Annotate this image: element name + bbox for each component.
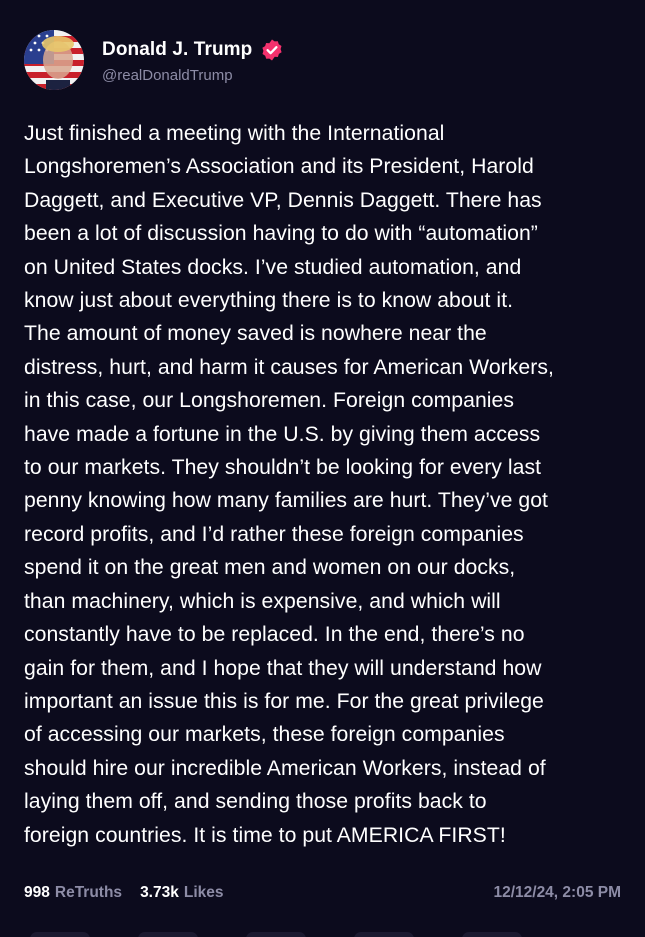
post-text: Just finished a meeting with the International Longshoremen’s Association and its President, Harold Daggett, and Executive VP, Dennis Daggett. There has been a lot of discussion having to do with “automation” on United States docks. I’ve studied automation, and know just about everything there is to know about it. The amount of money saved is nowhere near the distress, hurt, and harm it causes for American Workers, in this case, our Longshoremen. Foreign companies have made a fortune in the U.S. by giving them access to our markets. They shouldn’t be looking for every last penny knowing how many families are hurt. They’ve got record profits, and I’d rather these foreign companies spend it on the great men and women on our docks, than machinery, which is expensive, and which will constantly have to be replaced. In the end, there’s no gain for them, and I hope that they will understand how important an issue this is for me. For the great privilege of accessing our markets, these foreign companies should hire our incredible American Workers, instead of laying them off, and sending those profits back to foreign countries. It is time to put AMERICA FIRST!	[24, 122, 554, 847]
avatar-flag-portrait-icon	[24, 30, 84, 90]
likes-count: 3.73k	[140, 884, 179, 901]
likes-label: Likes	[183, 884, 224, 901]
name-row	[102, 37, 284, 63]
post-header	[24, 30, 284, 90]
like-button[interactable]	[246, 932, 306, 937]
author-handle[interactable]: @realDonaldTrump	[102, 66, 233, 84]
retruths-stat[interactable]	[24, 884, 122, 902]
verified-badge-icon	[260, 38, 284, 62]
author-display-name[interactable]: Donald J. Trump	[102, 38, 253, 60]
action-bar	[0, 926, 645, 937]
author-names	[102, 37, 284, 84]
post-timestamp[interactable]: 12/12/24, 2:05 PM	[493, 884, 621, 901]
avatar[interactable]	[24, 30, 84, 90]
reply-button[interactable]	[30, 932, 90, 937]
share-button[interactable]	[354, 932, 414, 937]
post-stats	[24, 884, 224, 902]
retruth-button[interactable]	[138, 932, 198, 937]
retruths-count: 998	[24, 884, 50, 901]
retruths-label: ReTruths	[54, 884, 123, 901]
likes-stat[interactable]	[140, 884, 223, 902]
more-button[interactable]	[462, 932, 522, 937]
